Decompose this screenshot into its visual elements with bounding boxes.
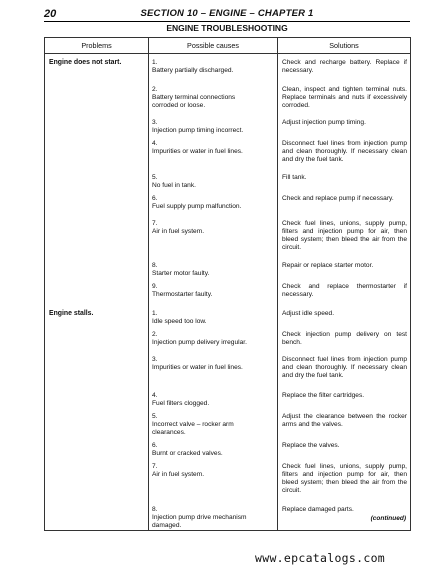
cause-number: 1.	[152, 59, 158, 66]
cause-text: Air in fuel system.	[152, 470, 205, 478]
solution-cell: Disconnect fuel lines from injection pump and clean thoroughly. If necessary clean and dry the fuel tank.	[278, 135, 411, 169]
solution-cell: Replace damaged parts.	[278, 501, 411, 531]
solution-cell: Disconnect fuel lines from injection pump and clean thoroughly. If necessary clean and dry the fuel tank.	[278, 351, 411, 387]
table-row	[45, 81, 411, 114]
column-header-problems: Problems	[45, 38, 149, 54]
problem-cell	[45, 351, 149, 387]
page-header	[44, 8, 410, 22]
solution-cell: Adjust the clearance between the rocker arms and the valves.	[278, 408, 411, 437]
solution-cell: Check and recharge battery. Replace if necessary.	[278, 54, 411, 81]
cause-number: 5.	[152, 412, 158, 420]
column-header-solutions: Solutions	[278, 38, 411, 54]
cause-text: Air in fuel system.	[152, 227, 205, 235]
cause-number: 2.	[152, 85, 158, 93]
cause-text: Idle speed too low.	[152, 317, 207, 325]
column-header-causes: Possible causes	[149, 38, 278, 54]
cause-cell	[149, 278, 278, 305]
cause-cell	[149, 437, 278, 458]
cause-number: 7.	[152, 219, 158, 227]
table-header-row	[45, 38, 411, 54]
problem-cell	[45, 437, 149, 458]
cause-cell	[149, 305, 278, 326]
table-row	[45, 215, 411, 257]
problem-cell	[45, 190, 149, 215]
table-row	[45, 190, 411, 215]
page-number: 20	[44, 8, 57, 20]
table-row	[45, 135, 411, 169]
cause-number: 4.	[152, 391, 158, 399]
solution-cell: Replace the valves.	[278, 437, 411, 458]
problem-cell	[45, 278, 149, 305]
problem-cell	[45, 458, 149, 501]
cause-text: Starter motor faulty.	[152, 269, 210, 277]
cause-cell	[149, 114, 278, 135]
cause-cell	[149, 257, 278, 278]
cause-cell	[149, 408, 278, 437]
cause-text: Fuel supply pump malfunction.	[152, 202, 242, 210]
solution-cell: Adjust injection pump timing.	[278, 114, 411, 135]
solution-cell: Check injection pump delivery on test bench.	[278, 326, 411, 351]
problem-cell	[45, 81, 149, 114]
cause-number: 7.	[152, 462, 158, 470]
cause-cell	[149, 190, 278, 215]
cause-number: 6.	[152, 441, 158, 449]
cause-text: Injection pump delivery irregular.	[152, 338, 247, 346]
cause-cell	[149, 135, 278, 169]
header-rule	[44, 21, 410, 22]
problem-cell	[45, 215, 149, 257]
problem-cell	[45, 169, 149, 190]
cause-number: 2.	[152, 330, 158, 338]
cause-text: Burnt or cracked valves.	[152, 449, 223, 457]
cause-number: 3.	[152, 118, 158, 126]
cause-number: 8.	[152, 505, 158, 513]
cause-text: Battery partially discharged.	[152, 67, 234, 74]
cause-number: 4.	[152, 139, 158, 147]
problem-cell: Engine stalls.	[45, 305, 149, 326]
cause-cell	[149, 458, 278, 501]
cause-text: No fuel in tank.	[152, 181, 196, 189]
table-row	[45, 458, 411, 501]
solution-cell: Repair or replace starter motor.	[278, 257, 411, 278]
cause-text: Battery terminal connections corroded or loose.	[152, 93, 236, 109]
problem-cell	[45, 114, 149, 135]
table-row	[45, 257, 411, 278]
solution-cell: Replace the filter cartridges.	[278, 387, 411, 408]
cause-number: 1.	[152, 309, 158, 317]
cause-text: Fuel filters clogged.	[152, 399, 210, 407]
cause-cell	[149, 351, 278, 387]
problem-cell	[45, 387, 149, 408]
cause-cell	[149, 54, 278, 81]
table-row	[45, 437, 411, 458]
problem-cell	[45, 257, 149, 278]
document-title: ENGINE TROUBLESHOOTING	[166, 23, 288, 33]
solution-cell: Check and replace pump if necessary.	[278, 190, 411, 215]
table-row	[45, 408, 411, 437]
table-body	[45, 54, 411, 531]
cause-cell	[149, 215, 278, 257]
table-row	[45, 351, 411, 387]
troubleshooting-table	[44, 37, 411, 531]
table-row	[45, 114, 411, 135]
cause-cell	[149, 169, 278, 190]
cause-number: 6.	[152, 194, 158, 202]
cause-text: Injection pump drive mechanism damaged.	[152, 513, 247, 529]
cause-number: 8.	[152, 261, 158, 269]
problem-cell	[45, 326, 149, 351]
table-row	[45, 54, 411, 81]
problem-cell	[45, 408, 149, 437]
cause-number: 9.	[152, 282, 158, 290]
cause-number: 3.	[152, 355, 158, 363]
cause-number: 5.	[152, 173, 158, 181]
solution-cell: Check fuel lines, unions, supply pump, filters and injection pump for air, then bleed system; then bleed the air from the circuit.	[278, 215, 411, 257]
table-row	[45, 278, 411, 305]
solution-cell: Check fuel lines, unions, supply pump, filters and injection pump for air, then bleed system; then bleed the air from the circuit.	[278, 458, 411, 501]
problem-cell	[45, 135, 149, 169]
table-row	[45, 305, 411, 326]
solution-cell: Adjust idle speed.	[278, 305, 411, 326]
cause-cell	[149, 387, 278, 408]
table-row	[45, 387, 411, 408]
cause-text: Impurities or water in fuel lines.	[152, 363, 243, 371]
cause-cell	[149, 326, 278, 351]
footer-url: www.epcatalogs.com	[255, 551, 386, 565]
problem-cell: Engine does not start.	[45, 54, 149, 81]
solution-cell: Check and replace thermostarter if necessary.	[278, 278, 411, 305]
cause-text: Injection pump timing incorrect.	[152, 126, 244, 134]
cause-text: Incorrect valve – rocker arm clearances.	[152, 420, 234, 436]
section-title: SECTION 10 – ENGINE – CHAPTER 1	[140, 8, 314, 19]
cause-text: Thermostarter faulty.	[152, 290, 213, 298]
cause-cell	[149, 81, 278, 114]
solution-cell: Clean, inspect and tighten terminal nuts. Replace terminals and nuts if excessively corroded.	[278, 81, 411, 114]
solution-cell: Fill tank.	[278, 169, 411, 190]
cause-text: Impurities or water in fuel lines.	[152, 147, 243, 155]
continued-label: (continued)	[370, 515, 406, 522]
table-row	[45, 169, 411, 190]
table-row	[45, 326, 411, 351]
